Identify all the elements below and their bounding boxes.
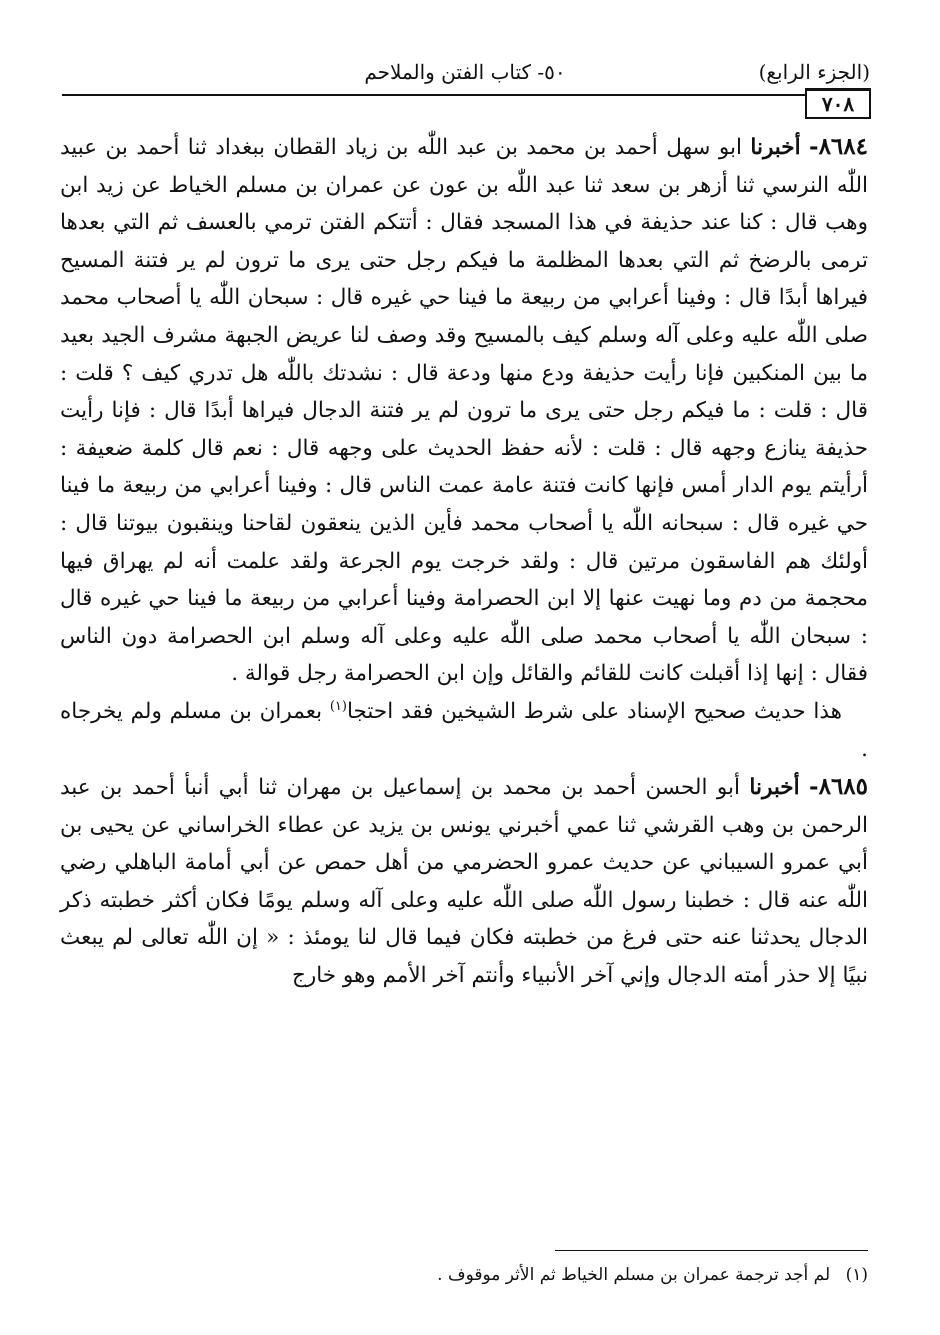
footnote-text: لم أجد ترجمة عمران بن مسلم الخياط ثم الأثر موقوف . xyxy=(437,1265,831,1285)
hadith-lead-word: أخبرنا xyxy=(749,775,800,801)
page-number: ٧٠٨ xyxy=(805,88,871,119)
authentication-note xyxy=(60,693,868,768)
footnote-marker: (١) xyxy=(845,1265,868,1285)
hadith-text: ابو سهل أحمد بن محمد بن عبد اللّٰه بن زياد القطان ببغداد ثنا أحمد بن عبيد اللّٰه النرسي ثنا أزهر بن سعد ثنا عبد اللّٰه بن عون عن عمران بن مسلم الخياط عن زيد ابن وهب قال : كنا عند حذيفة في هذا المسجد فقال : أتتكم الفتن ترمي بالعسف ثم التي بعدها ترمى بالرضخ ثم التي بعدها المظلمة ما فيكم رجل حتى يرى ما ترون لم ير فتنة المسيح فيراها أبدًا قال : وفينا أعرابي من ربيعة ما فينا حي غيره قال : سبحان اللّٰه يا أصحاب محمد صلى اللّٰه عليه وعلى آله وسلم كيف بالمسيح وقد وصف لنا عريض الجبهة مشرف الجيد بعيد ما بين المنكبين فإنا رأيت حذيفة ودع منها ودعة قال : نشدتك باللّٰه هل تدري كيف ؟ قلت : قال : قلت : ما فيكم رجل حتى يرى ما ترون لم ير فتنة الدجال فيراها أبدًا قال : فإنا رأيت حذيفة ينازع وجهه قال : قلت : لأنه حفظ الحديث على وجهه قال : نعم قال كلمة ضعيفة : أرأيتم يوم الدار أمس فإنها كانت فتنة عامة عمت الناس قال : وفينا أعرابي من ربيعة ما فينا حي غيره قال : سبحانه اللّٰه يا أصحاب محمد فأين الذين ينعقون لقاحنا وينقبون بيوتنا قال : أولئك هم الفاسقون مرتين قال : ولقد خرجت يوم الجرعة ولقد علمت أنه لم يهراق فيها محجمة من دم وما نهيت عنها إلا ابن الحصرامة وفينا أعرابي من ربيعة ما فينا حي غيره قال : سبحان اللّٰه يا أصحاب محمد صلى اللّٰه عليه وعلى آله وسلم ابن الحصرامة دون الناس فقال : إنها إذا أقبلت كانت للقائم والقائل وإن ابن الحصرامة رجل قوالة . xyxy=(60,135,868,687)
chapter-title: ٥٠- كتاب الفتن والملاحم xyxy=(364,60,566,84)
footnote-rule xyxy=(555,1250,868,1251)
hadith-8684 xyxy=(60,128,868,693)
authentication-text: هذا حديث صحيح الإسناد على شرط الشيخين فقد احتجا xyxy=(346,698,842,724)
footnote-reference[interactable]: (١) xyxy=(329,698,347,714)
volume-label: (الجزء الرابع) xyxy=(758,60,870,84)
authentication-text-end: بعمران بن مسلم ولم يخرجاه . xyxy=(60,698,868,762)
main-text xyxy=(60,128,868,995)
hadith-8685 xyxy=(60,768,868,995)
hadith-number: ٨٦٨٤- xyxy=(809,133,868,160)
running-header xyxy=(60,58,870,90)
hadith-text: أبو الحسن أحمد بن محمد بن إسماعيل بن مهران ثنا أبي أنبأ أحمد بن عبد الرحمن بن وهب القرشي ثنا عمي أخبرني يونس بن يزيد عن عطاء الخراساني عن يحيى بن أبي عمرو السيباني عن حديث عمرو الحضرمي من أهل حمص عن أبي أمامة الباهلي رضي اللّٰه عنه قال : خطبنا رسول اللّٰه صلى اللّٰه عليه وعلى آله وسلم يومًا فكان أكثر خطبته ذكر الدجال يحدثنا عنه حتى فرغ من خطبته فكان فيما قال لنا يومئذ : « إن اللّٰه تعالى لم يبعث نبيًا إلا حذر أمته الدجال وإني آخر الأنبياء وأنتم آخر الأمم وهو خارج xyxy=(60,775,868,989)
footnote xyxy=(300,1262,868,1288)
header-rule xyxy=(62,94,867,96)
hadith-lead-word: أخبرنا xyxy=(750,135,801,160)
hadith-number: ٨٦٨٥- xyxy=(809,773,869,801)
